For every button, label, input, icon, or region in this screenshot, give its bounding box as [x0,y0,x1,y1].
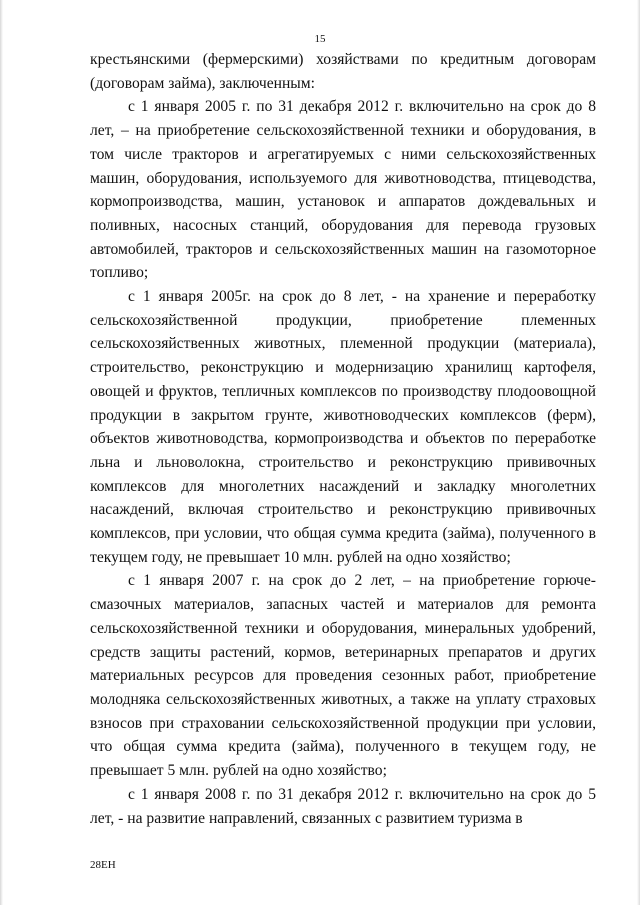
page-number: 15 [314,33,326,45]
paragraph-2005-storage: с 1 января 2005г. на срок до 8 лет, - на хранение и переработку сельскохозяйственной продукции, приобретение племенных сельскохозяйственных животных, племенной продукции (материала), строительство, реконструкцию и модернизацию хранилищ картофеля, овощей и фруктов, тепличных комплексов по производству плодоовощной продукции в закрытом грунте, животноводческих комплексов (ферм), объектов животноводства, кормопроизводства и объектов по переработке льна и льноволокна, строительство и реконструкцию прививочных комплексов для многолетних насаждений и закладку многолетних насаждений, включая строительство и реконструкцию прививочных комплексов, при условии, что общая сумма кредита (займа), полученного в текущем году, не превышает 10 млн. рублей на одно хозяйство; [90,288,596,566]
document-code: 28ЕН [90,859,116,871]
document-body [90,48,596,830]
scan-edge-left [0,0,3,905]
paragraph-2007-seasonal: с 1 января 2007 г. на срок до 2 лет, – на приобретение горюче-смазочных материалов, запасных частей и материалов для ремонта сельскохозяйственной техники и оборудования, минеральных удобрений, средств защиты растений, кормов, ветеринарных препаратов и других материальных ресурсов для проведения сезонных работ, приобретение молодняка сельскохозяйственных животных, а также на уплату страховых взносов при страховании сельскохозяйственной продукции при условии, что общая сумма кредита (займа), полученного в текущем году, не превышает 5 млн. рублей на одно хозяйство; [90,572,596,780]
paragraph-2008-tourism: с 1 января 2008 г. по 31 декабря 2012 г. включительно на срок до 5 лет, - на развитие направлений, связанных с развитием туризма в [90,785,596,827]
paragraph-continuation: крестьянскими (фермерскими) хозяйствами по кредитным договорам (договорам займа), заключенным: [90,51,596,92]
paragraph-2005-machinery: с 1 января 2005 г. по 31 декабря 2012 г. включительно на срок до 8 лет, – на приобретение сельскохозяйственной техники и оборудования, в том числе тракторов и агрегатируемых с ними сельскохозяйственных машин, оборудования, используемого для животноводства, птицеводства, кормопроизводства, машин, установок и аппаратов дождевальных и поливных, насосных станций, оборудования для перевода грузовых автомобилей, тракторов и сельскохозяйственных машин на газомоторное топливо; [90,98,596,282]
